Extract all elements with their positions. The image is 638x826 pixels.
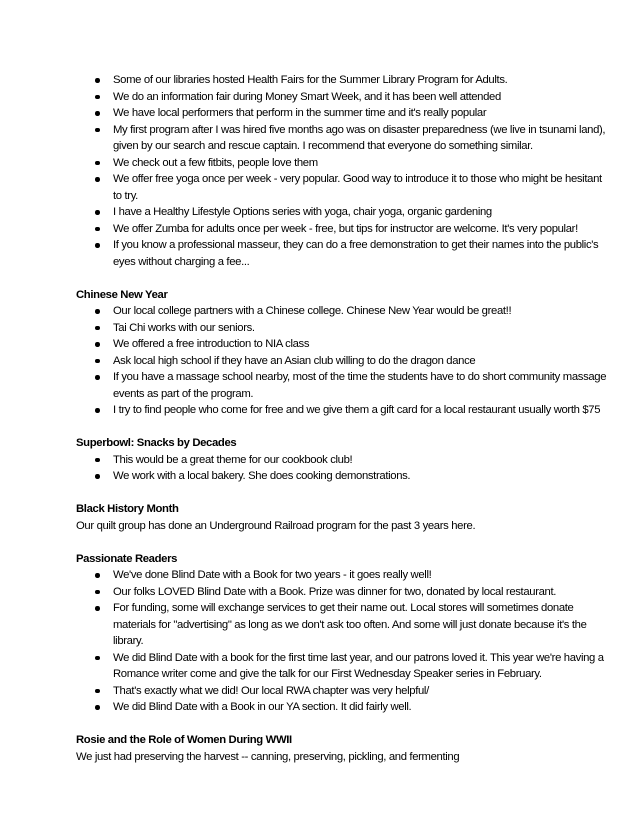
black-history-section: [76, 501, 608, 534]
list-item: For funding, some will exchange services to get their name out. Local stores will sometimes donate materials for "advertising" as long as we don't ask too often. And some will just donate because it's the library.: [76, 600, 608, 650]
intro-list: [76, 72, 608, 270]
section-heading: Rosie and the Role of Women During WWII: [76, 734, 292, 746]
list-item: We check out a few fitbits, people love them: [76, 155, 608, 172]
list-item: I try to find people who come for free and we give them a gift card for a local restaurant usually worth $75: [76, 402, 608, 419]
section-heading: Chinese New Year: [76, 288, 168, 301]
list-item: I have a Healthy Lifestyle Options series with yoga, chair yoga, organic gardening: [76, 204, 608, 221]
list-item: Our folks LOVED Blind Date with a Book. Prize was dinner for two, donated by local restaurant.: [76, 584, 608, 601]
list-item: If you have a massage school nearby, most of the time the students have to do short community massage events as part of the program.: [76, 369, 608, 402]
section-text: We just had preserving the harvest -- canning, preserving, pickling, and fermenting: [76, 750, 460, 763]
chinese-new-year-list: [76, 303, 608, 419]
chinese-new-year-section: [76, 287, 608, 419]
list-item: Ask local high school if they have an Asian club willing to do the dragon dance: [76, 353, 608, 370]
list-item: We offer free yoga once per week - very popular. Good way to introduce it to those who might be hesitant to try.: [76, 171, 608, 204]
list-item: Tai Chi works with our seniors.: [76, 320, 608, 337]
list-item: If you know a professional masseur, they can do a free demonstration to get their names into the public's eyes without charging a fee...: [76, 237, 608, 270]
list-item: We do an information fair during Money Smart Week, and it has been well attended: [76, 89, 608, 106]
list-item: Our local college partners with a Chinese college. Chinese New Year would be great!!: [76, 303, 608, 320]
list-item: This would be a great theme for our cookbook club!: [76, 452, 608, 469]
section-heading: Passionate Readers: [76, 552, 178, 565]
section-heading: Superbowl: Snacks by Decades: [76, 437, 237, 449]
passionate-readers-section: [76, 551, 608, 716]
passionate-readers-list: [76, 567, 608, 716]
list-item: My first program after I was hired five months ago was on disaster preparedness (we live in tsunami land), given by our search and rescue captain. I recommend that everyone do something similar.: [76, 122, 608, 155]
superbowl-section: [76, 435, 608, 485]
list-item: That's exactly what we did! Our local RWA chapter was very helpful/: [76, 683, 608, 700]
list-item: We offer Zumba for adults once per week - free, but tips for instructor are welcome. It's very popular!: [76, 221, 608, 238]
rosie-section: [76, 732, 608, 765]
section-heading: Black History Month: [76, 503, 179, 515]
section-text: Our quilt group has done an Underground Railroad program for the past 3 years here.: [76, 519, 476, 532]
superbowl-list: [76, 452, 608, 485]
list-item: We have local performers that perform in the summer time and it's really popular: [76, 105, 608, 122]
list-item: We did Blind Date with a book for the first time last year, and our patrons loved it. This year we're having a Romance writer come and give the talk for our First Wednesday Speaker series in February.: [76, 650, 608, 683]
list-item: We work with a local bakery. She does cooking demonstrations.: [76, 468, 608, 485]
list-item: We've done Blind Date with a Book for two years - it goes really well!: [76, 567, 608, 584]
list-item: We did Blind Date with a Book in our YA section. It did fairly well.: [76, 699, 608, 716]
list-item: Some of our libraries hosted Health Fairs for the Summer Library Program for Adults.: [76, 72, 608, 89]
list-item: We offered a free introduction to NIA class: [76, 336, 608, 353]
